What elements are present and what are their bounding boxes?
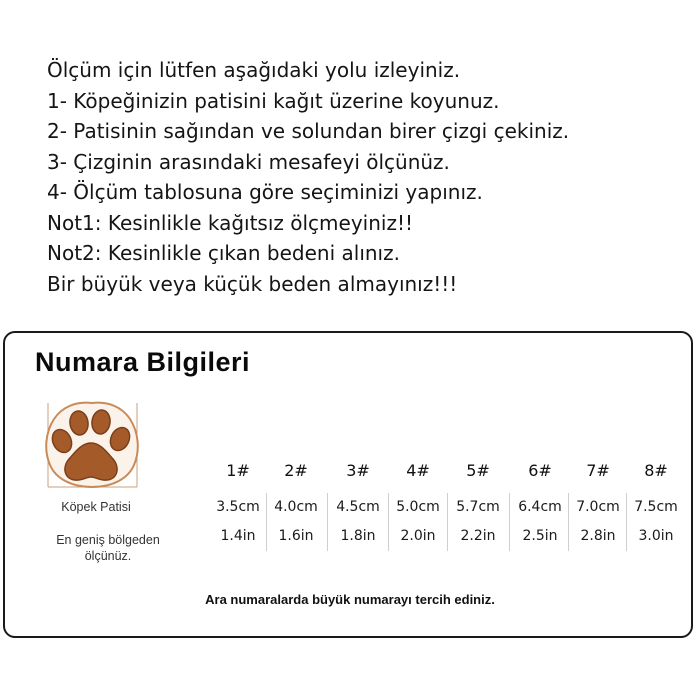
instruction-step-1: 1- Köpeğinizin patisini kağıt üzerine koyunuz. <box>47 88 500 113</box>
size-number: 3# <box>346 461 370 480</box>
paw-caption: Köpek Patisi <box>61 500 131 514</box>
size-number: 8# <box>644 461 668 480</box>
instruction-step-2: 2- Patisinin sağından ve solundan birer çizgi çekiniz. <box>47 119 570 143</box>
column-divider <box>447 493 448 551</box>
size-cm-value: 4.0cm <box>274 499 318 515</box>
instruction-step-4: 4- Ölçüm tablosuna göre seçiminizi yapınız. <box>47 180 483 204</box>
instruction-warning: Bir büyük veya küçük beden almayınız!!! <box>47 271 458 296</box>
size-number: 5# <box>466 461 490 480</box>
size-cm-value: 4.5cm <box>336 499 380 515</box>
size-in-value: 1.6in <box>278 528 314 544</box>
paw-measure-hint: En geniş bölgeden ölçünüz. <box>56 533 160 563</box>
size-number: 4# <box>406 461 430 480</box>
measurement-instructions <box>47 55 687 299</box>
column-divider <box>327 493 328 551</box>
size-in-value: 2.8in <box>580 528 616 544</box>
size-in-value: 2.0in <box>400 528 436 544</box>
size-cm-value: 6.4cm <box>518 499 562 515</box>
size-info-card <box>3 331 693 638</box>
size-footnote: Ara numaralarda büyük numarayı tercih ediniz. <box>205 592 495 607</box>
size-number: 6# <box>528 461 552 480</box>
size-cm-value: 3.5cm <box>216 499 260 515</box>
column-divider <box>626 493 627 551</box>
instruction-note-2: Not2: Kesinlikle çıkan bedeni alınız. <box>47 241 400 265</box>
column-divider <box>568 493 569 551</box>
paw-print-icon <box>38 397 146 497</box>
size-cm-value: 7.5cm <box>634 499 678 515</box>
instruction-note-1: Not1: Kesinlikle kağıtsız ölçmeyiniz!! <box>47 210 413 235</box>
column-divider <box>509 493 510 551</box>
size-in-value: 2.5in <box>522 528 558 544</box>
instruction-intro: Ölçüm için lütfen aşağıdaki yolu izleyiniz. <box>47 58 461 82</box>
column-divider <box>266 493 267 551</box>
size-number: 1# <box>226 461 250 480</box>
size-number: 2# <box>284 461 308 480</box>
size-cm-value: 7.0cm <box>576 499 620 515</box>
size-in-value: 1.4in <box>220 528 256 544</box>
size-cm-value: 5.7cm <box>456 499 500 515</box>
size-in-value: 2.2in <box>460 528 496 544</box>
instruction-step-3: 3- Çizginin arasındaki mesafeyi ölçünüz. <box>47 149 450 174</box>
size-in-value: 3.0in <box>638 528 674 544</box>
size-in-value: 1.8in <box>340 528 376 544</box>
card-title: Numara Bilgileri <box>35 347 251 377</box>
column-divider <box>388 493 389 551</box>
size-number: 7# <box>586 461 610 480</box>
size-cm-value: 5.0cm <box>396 499 440 515</box>
